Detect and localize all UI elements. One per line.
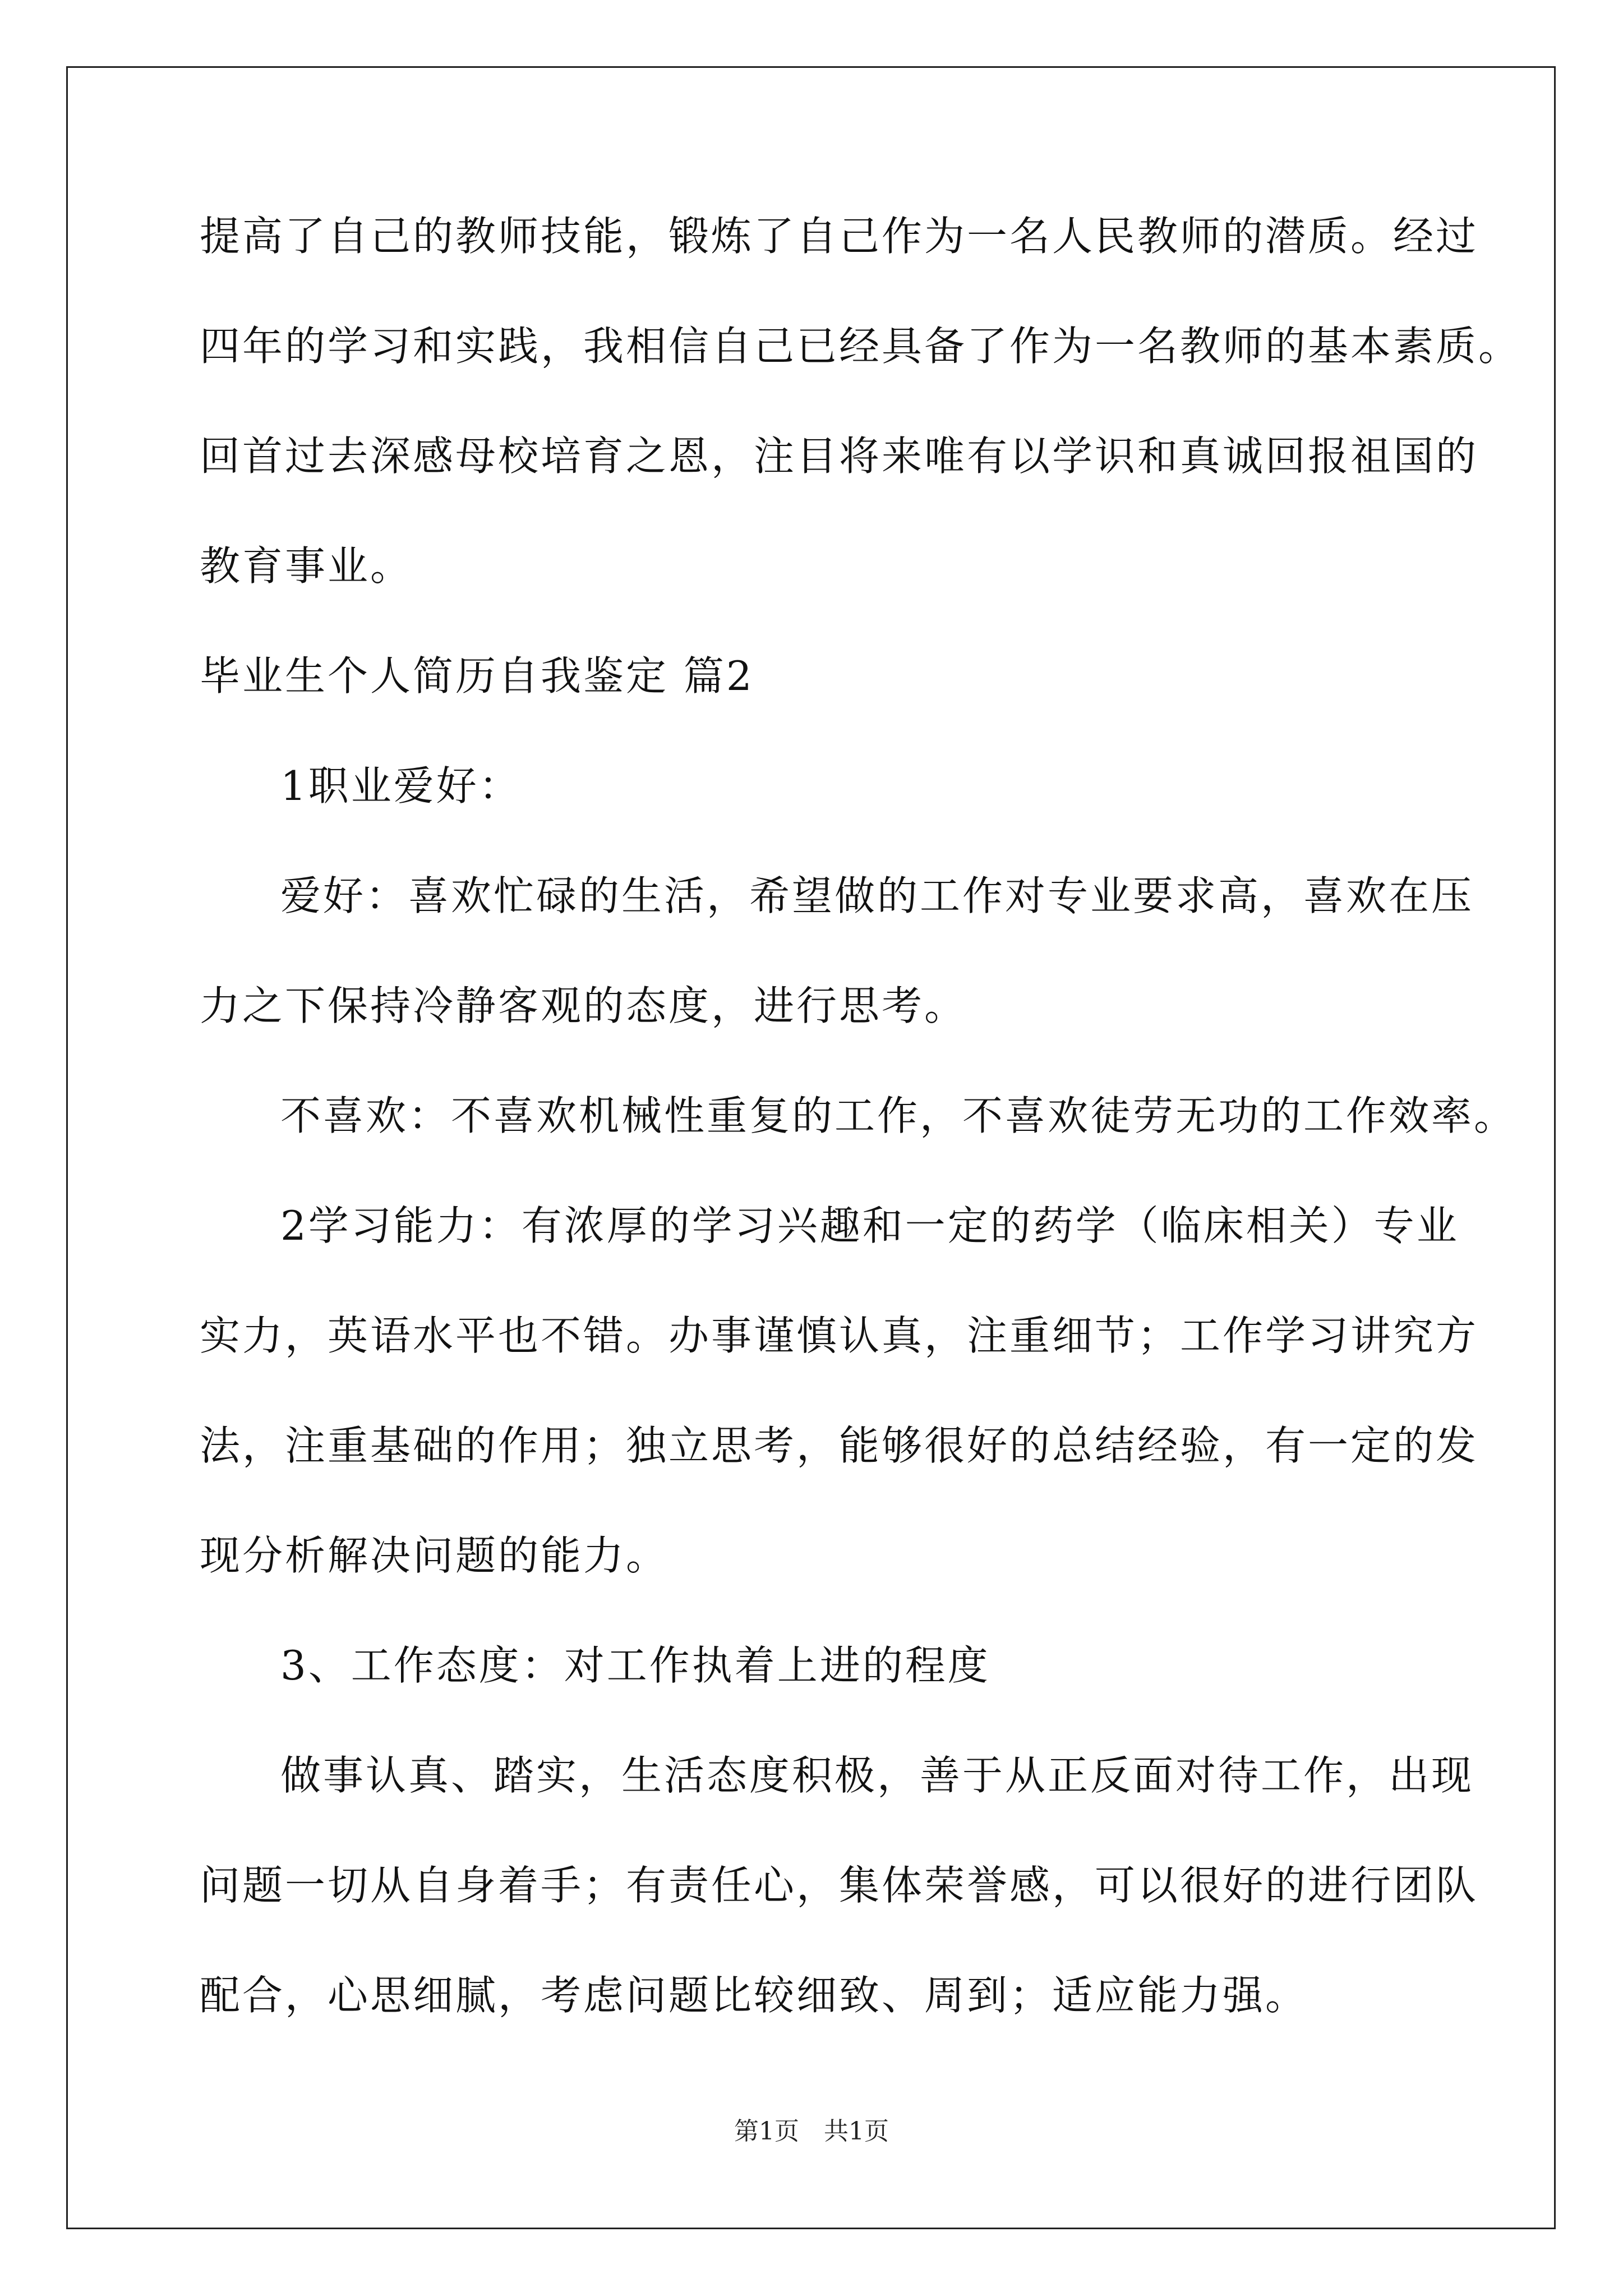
paragraph-line: 做事认真、踏实，生活态度积极，善于从正反面对待工作，出现 [280,1752,1474,1799]
paragraph-line: 四年的学习和实践，我相信自己已经具备了作为一名教师的基本素质。 [200,323,1521,370]
paragraph-line: 爱好：喜欢忙碌的生活，希望做的工作对专业要求高，喜欢在压 [280,872,1474,919]
paragraph-line: 教育事业。 [200,542,413,590]
paragraph-line: 回首过去深感母校培育之恩，注目将来唯有以学识和真诚回报祖国的 [200,432,1479,480]
section-heading: 毕业生个人简历自我鉴定 篇2 [200,652,754,700]
paragraph-line: 不喜欢：不喜欢机械性重复的工作，不喜欢徒劳无功的工作效率。 [280,1092,1517,1139]
paragraph-line: 问题一切从自身着手；有责任心，集体荣誉感，可以很好的进行团队 [200,1862,1479,1909]
paragraph-line: 实力，英语水平也不错。办事谨慎认真，注重细节；工作学习讲究方 [200,1312,1479,1359]
paragraph-line: 现分析解决问题的能力。 [200,1532,669,1579]
page-footer: 第1页 共1页 [734,2117,889,2146]
paragraph-line: 2学习能力：有浓厚的学习兴趣和一定的药学（临床相关）专业 [280,1202,1459,1249]
paragraph-line: 力之下保持冷静客观的态度，进行思考。 [200,982,967,1029]
paragraph-line: 提高了自己的教师技能，锻炼了自己作为一名人民教师的潜质。经过 [200,213,1479,260]
item-heading: 1职业爱好： [280,762,522,809]
paragraph-line: 配合，心思细腻，考虑问题比较细致、周到；适应能力强。 [200,1972,1308,2019]
paragraph-line: 法，注重基础的作用；独立思考，能够很好的总结经验，有一定的发 [200,1422,1479,1469]
item-heading: 3、工作态度：对工作执着上进的程度 [280,1642,990,1689]
